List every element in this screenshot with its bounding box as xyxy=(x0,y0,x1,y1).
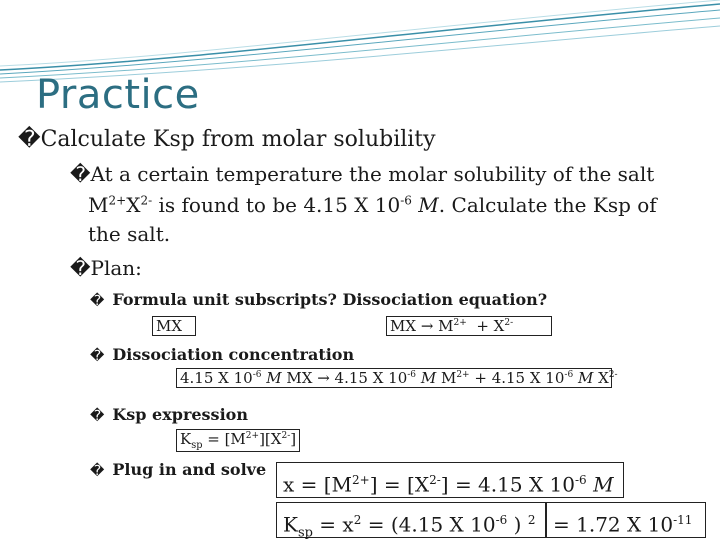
problem-statement-line-2: $M^{2+}X^{2-}$ is found to be 4.15 X $10^{-6}$ M. Calculate the Ksp of xyxy=(88,193,657,217)
step-ksp-expression: � Ksp expression xyxy=(90,405,248,424)
ksp-expression-box: $K_{sp} = [M^{2+}][X^{2-}]$ xyxy=(176,429,300,452)
dissociation-equation-box: MX → $M^{2+} + X^{2-}$ xyxy=(386,316,552,336)
bullet-icon: � xyxy=(90,408,105,424)
slide-title: Practice xyxy=(36,72,200,118)
bullet-plan: �Plan: xyxy=(70,256,142,280)
formula-unit-box: MX xyxy=(152,316,196,336)
problem-statement-line-3: the salt. xyxy=(88,222,171,246)
bullet-icon: � xyxy=(90,348,105,364)
bullet-problem-statement: �At a certain temperature the molar solubility of the salt xyxy=(70,162,655,186)
bullet-icon: � xyxy=(18,127,41,152)
bullet-calculate-ksp: �Calculate Ksp from molar solubility xyxy=(18,127,436,152)
bullet-icon: � xyxy=(70,162,91,186)
bullet-icon: � xyxy=(70,256,91,280)
bullet-icon: � xyxy=(90,463,105,479)
ksp-result-box: = 1.72 X $10^{-11}$ xyxy=(546,502,706,538)
bullet-icon: � xyxy=(90,293,105,309)
step-plug-in-solve: � Plug in and solve xyxy=(90,460,267,479)
step-formula-subscripts: � Formula unit subscripts? Dissociation equation? xyxy=(90,290,548,309)
solve-x-box: $x = [M^{2+}] = [X^{2-}] = 4.15$ X $10^{-6}$ M xyxy=(276,462,624,498)
concentration-box: 4.15 X $10^{-6}$ M MX → 4.15 X $10^{-6}$ M $M^{2+} + 4.15$ X $10^{-6}$ M $X^{2-}$ xyxy=(176,368,612,388)
ksp-calculation-box: $K_{sp} = x^2 = (4.15$ X $10^{-6}$ ) $^2$ xyxy=(276,502,546,538)
step-dissociation-concentration: � Dissociation concentration xyxy=(90,345,355,364)
